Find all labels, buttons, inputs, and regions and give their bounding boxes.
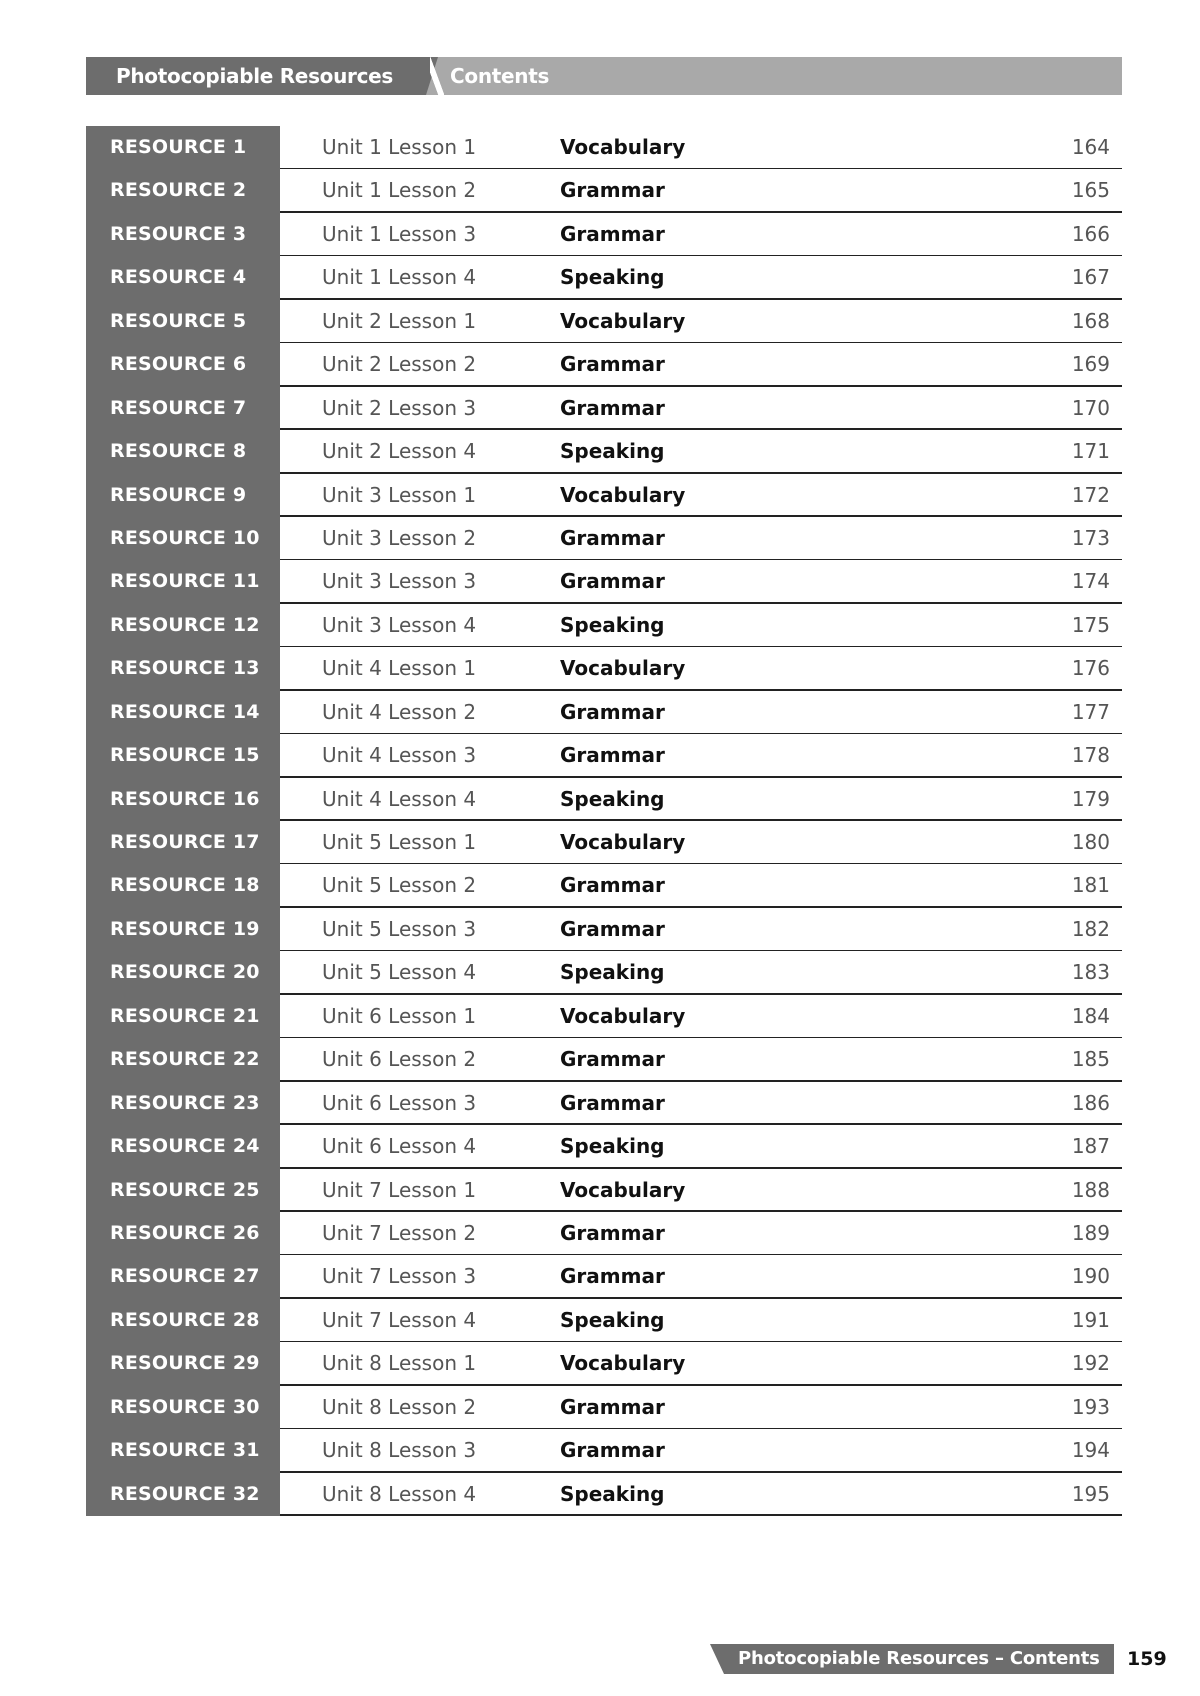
resource-type: Grammar xyxy=(560,916,665,941)
table-row xyxy=(86,517,1122,560)
resource-type: Vocabulary xyxy=(560,135,686,159)
resource-label: RESOURCE 15 xyxy=(110,744,260,767)
resource-type: Vocabulary xyxy=(560,1177,686,1202)
unit-lesson: Unit 1 Lesson 3 xyxy=(322,221,477,246)
resource-label: RESOURCE 22 xyxy=(110,1048,260,1071)
resource-type: Speaking xyxy=(560,786,665,811)
unit-lesson: Unit 3 Lesson 3 xyxy=(322,569,477,594)
resource-label: RESOURCE 17 xyxy=(110,831,260,853)
table-row xyxy=(86,126,1122,169)
resource-type: Grammar xyxy=(560,1220,665,1245)
page-ref: 188 xyxy=(1071,1177,1110,1202)
page-ref: 173 xyxy=(1071,525,1110,550)
page-ref: 190 xyxy=(1071,1264,1110,1289)
page-ref: 166 xyxy=(1071,221,1110,246)
resource-label: RESOURCE 11 xyxy=(110,570,260,593)
unit-lesson: Unit 3 Lesson 2 xyxy=(322,525,477,550)
resource-type: Vocabulary xyxy=(560,1003,686,1028)
page-ref: 167 xyxy=(1071,265,1110,290)
page-ref: 184 xyxy=(1071,1003,1110,1028)
resource-label: RESOURCE 25 xyxy=(110,1178,260,1201)
resource-type: Grammar xyxy=(560,221,665,246)
resource-label: RESOURCE 10 xyxy=(110,526,260,549)
table-row xyxy=(86,604,1122,647)
unit-lesson: Unit 8 Lesson 4 xyxy=(322,1481,477,1506)
resource-type: Grammar xyxy=(560,699,665,724)
page-ref: 181 xyxy=(1071,873,1110,898)
footer-label: Photocopiable Resources – Contents xyxy=(738,1648,1100,1669)
page-ref: 179 xyxy=(1071,786,1110,811)
table-row xyxy=(86,647,1122,690)
unit-lesson: Unit 2 Lesson 4 xyxy=(322,439,477,464)
table-row xyxy=(86,1386,1122,1429)
table-row xyxy=(86,995,1122,1038)
resource-type: Grammar xyxy=(560,569,665,594)
resource-type: Speaking xyxy=(560,612,665,637)
page-ref: 192 xyxy=(1071,1351,1110,1376)
resource-label: RESOURCE 9 xyxy=(110,483,247,506)
table-row xyxy=(86,1038,1122,1081)
footer-tab xyxy=(710,1644,1114,1674)
table-row xyxy=(86,1125,1122,1168)
page-ref: 191 xyxy=(1071,1307,1110,1332)
resource-type: Grammar xyxy=(560,1438,665,1463)
resource-label: RESOURCE 24 xyxy=(110,1135,260,1158)
resource-label: RESOURCE 26 xyxy=(110,1221,260,1244)
table-row xyxy=(86,1082,1122,1125)
resource-type: Grammar xyxy=(560,395,665,420)
unit-lesson: Unit 4 Lesson 4 xyxy=(322,786,477,811)
resource-label: RESOURCE 2 xyxy=(110,179,247,202)
resource-label: RESOURCE 19 xyxy=(110,917,260,940)
resource-label: RESOURCE 29 xyxy=(110,1352,260,1375)
page-ref: 172 xyxy=(1071,482,1110,507)
page-ref: 178 xyxy=(1071,743,1110,768)
page-ref: 194 xyxy=(1071,1438,1110,1463)
resource-type: Speaking xyxy=(560,439,665,464)
page-number: 159 xyxy=(1127,1648,1167,1670)
contents-rows xyxy=(86,126,1122,1516)
table-row xyxy=(86,864,1122,907)
table-row xyxy=(86,213,1122,256)
page-ref: 168 xyxy=(1071,308,1110,333)
table-row xyxy=(86,1342,1122,1385)
resource-type: Vocabulary xyxy=(560,308,686,333)
unit-lesson: Unit 4 Lesson 2 xyxy=(322,699,477,724)
resource-type: Grammar xyxy=(560,873,665,898)
resource-type: Speaking xyxy=(560,1134,665,1159)
resource-label: RESOURCE 12 xyxy=(110,613,260,636)
unit-lesson: Unit 2 Lesson 3 xyxy=(322,395,477,420)
resource-label: RESOURCE 27 xyxy=(110,1265,260,1288)
table-row xyxy=(86,1429,1122,1472)
table-row xyxy=(86,256,1122,299)
unit-lesson: Unit 7 Lesson 4 xyxy=(322,1307,477,1332)
resource-label: RESOURCE 8 xyxy=(110,440,247,463)
unit-lesson: Unit 3 Lesson 1 xyxy=(322,482,477,507)
resource-label: RESOURCE 6 xyxy=(110,353,247,376)
table-row xyxy=(86,1473,1122,1516)
resource-type: Grammar xyxy=(560,352,665,377)
unit-lesson: Unit 4 Lesson 1 xyxy=(322,656,477,681)
table-row xyxy=(86,343,1122,386)
table-row xyxy=(86,474,1122,517)
resource-label: RESOURCE 18 xyxy=(110,874,260,897)
unit-lesson: Unit 6 Lesson 2 xyxy=(322,1047,477,1072)
page-ref: 165 xyxy=(1071,178,1110,203)
resource-label: RESOURCE 20 xyxy=(110,961,260,984)
page-ref: 169 xyxy=(1071,352,1110,377)
table-row xyxy=(86,169,1122,212)
unit-lesson: Unit 7 Lesson 1 xyxy=(322,1177,477,1202)
resource-label: RESOURCE 1 xyxy=(110,136,247,158)
resource-type: Grammar xyxy=(560,525,665,550)
unit-lesson: Unit 2 Lesson 2 xyxy=(322,352,477,377)
unit-lesson: Unit 1 Lesson 4 xyxy=(322,265,477,290)
page-ref: 175 xyxy=(1071,612,1110,637)
table-row xyxy=(86,300,1122,343)
unit-lesson: Unit 6 Lesson 4 xyxy=(322,1134,477,1159)
table-row xyxy=(86,1299,1122,1342)
resource-label: RESOURCE 28 xyxy=(110,1308,260,1331)
resource-type: Speaking xyxy=(560,1481,665,1506)
resource-label: RESOURCE 30 xyxy=(110,1395,260,1418)
unit-lesson: Unit 3 Lesson 4 xyxy=(322,612,477,637)
resource-label: RESOURCE 32 xyxy=(110,1482,260,1505)
unit-lesson: Unit 5 Lesson 1 xyxy=(322,830,477,854)
resource-type: Grammar xyxy=(560,1047,665,1072)
table-row xyxy=(86,821,1122,864)
resource-type: Speaking xyxy=(560,265,665,290)
resource-type: Grammar xyxy=(560,178,665,203)
header-divider xyxy=(430,57,444,95)
unit-lesson: Unit 4 Lesson 3 xyxy=(322,743,477,768)
unit-lesson: Unit 7 Lesson 3 xyxy=(322,1264,477,1289)
page-ref: 193 xyxy=(1071,1394,1110,1419)
page-ref: 176 xyxy=(1071,656,1110,681)
header-subtitle: Contents xyxy=(450,64,550,88)
resource-type: Grammar xyxy=(560,1264,665,1289)
unit-lesson: Unit 5 Lesson 3 xyxy=(322,916,477,941)
unit-lesson: Unit 6 Lesson 3 xyxy=(322,1090,477,1115)
table-row xyxy=(86,691,1122,734)
resource-label: RESOURCE 3 xyxy=(110,222,247,245)
table-row xyxy=(86,734,1122,777)
table-row xyxy=(86,778,1122,821)
table-row xyxy=(86,908,1122,951)
page-ref: 171 xyxy=(1071,439,1110,464)
resource-type: Speaking xyxy=(560,1307,665,1332)
resource-label: RESOURCE 5 xyxy=(110,309,247,332)
unit-lesson: Unit 8 Lesson 3 xyxy=(322,1438,477,1463)
unit-lesson: Unit 8 Lesson 2 xyxy=(322,1394,477,1419)
resource-label: RESOURCE 21 xyxy=(110,1004,260,1027)
table-row xyxy=(86,560,1122,603)
page-ref: 174 xyxy=(1071,569,1110,594)
table-row xyxy=(86,1255,1122,1298)
unit-lesson: Unit 8 Lesson 1 xyxy=(322,1351,477,1376)
resource-type: Speaking xyxy=(560,960,665,985)
unit-lesson: Unit 6 Lesson 1 xyxy=(322,1003,477,1028)
page-ref: 182 xyxy=(1071,916,1110,941)
contents-table xyxy=(86,126,1122,1516)
resource-label: RESOURCE 16 xyxy=(110,787,260,810)
unit-lesson: Unit 1 Lesson 2 xyxy=(322,178,477,203)
resource-label: RESOURCE 7 xyxy=(110,396,247,419)
page-ref: 186 xyxy=(1071,1090,1110,1115)
table-row xyxy=(86,1212,1122,1255)
resource-type: Grammar xyxy=(560,1090,665,1115)
unit-lesson: Unit 5 Lesson 4 xyxy=(322,960,477,985)
header-banner xyxy=(86,57,1122,95)
unit-lesson: Unit 7 Lesson 2 xyxy=(322,1220,477,1245)
row-divider xyxy=(280,1514,1122,1516)
page-ref: 189 xyxy=(1071,1220,1110,1245)
resource-label: RESOURCE 13 xyxy=(110,657,260,680)
table-row xyxy=(86,430,1122,473)
resource-type: Vocabulary xyxy=(560,482,686,507)
resource-label: RESOURCE 4 xyxy=(110,266,247,289)
resource-type: Vocabulary xyxy=(560,830,686,854)
header-title: Photocopiable Resources xyxy=(116,64,394,88)
page-ref: 187 xyxy=(1071,1134,1110,1159)
table-row xyxy=(86,387,1122,430)
table-row xyxy=(86,1169,1122,1212)
resource-type: Vocabulary xyxy=(560,1351,686,1376)
resource-label: RESOURCE 23 xyxy=(110,1091,260,1114)
page-ref: 180 xyxy=(1071,830,1110,854)
page-ref: 195 xyxy=(1071,1481,1110,1506)
page-ref: 177 xyxy=(1071,699,1110,724)
resource-label: RESOURCE 14 xyxy=(110,700,260,723)
unit-lesson: Unit 5 Lesson 2 xyxy=(322,873,477,898)
page-ref: 170 xyxy=(1071,395,1110,420)
resource-label: RESOURCE 31 xyxy=(110,1439,260,1462)
resource-type: Vocabulary xyxy=(560,656,686,681)
page-ref: 164 xyxy=(1071,135,1110,159)
unit-lesson: Unit 2 Lesson 1 xyxy=(322,308,477,333)
resource-type: Grammar xyxy=(560,743,665,768)
resource-type: Grammar xyxy=(560,1394,665,1419)
table-row xyxy=(86,951,1122,994)
page-ref: 183 xyxy=(1071,960,1110,985)
unit-lesson: Unit 1 Lesson 1 xyxy=(322,135,477,159)
page-ref: 185 xyxy=(1071,1047,1110,1072)
